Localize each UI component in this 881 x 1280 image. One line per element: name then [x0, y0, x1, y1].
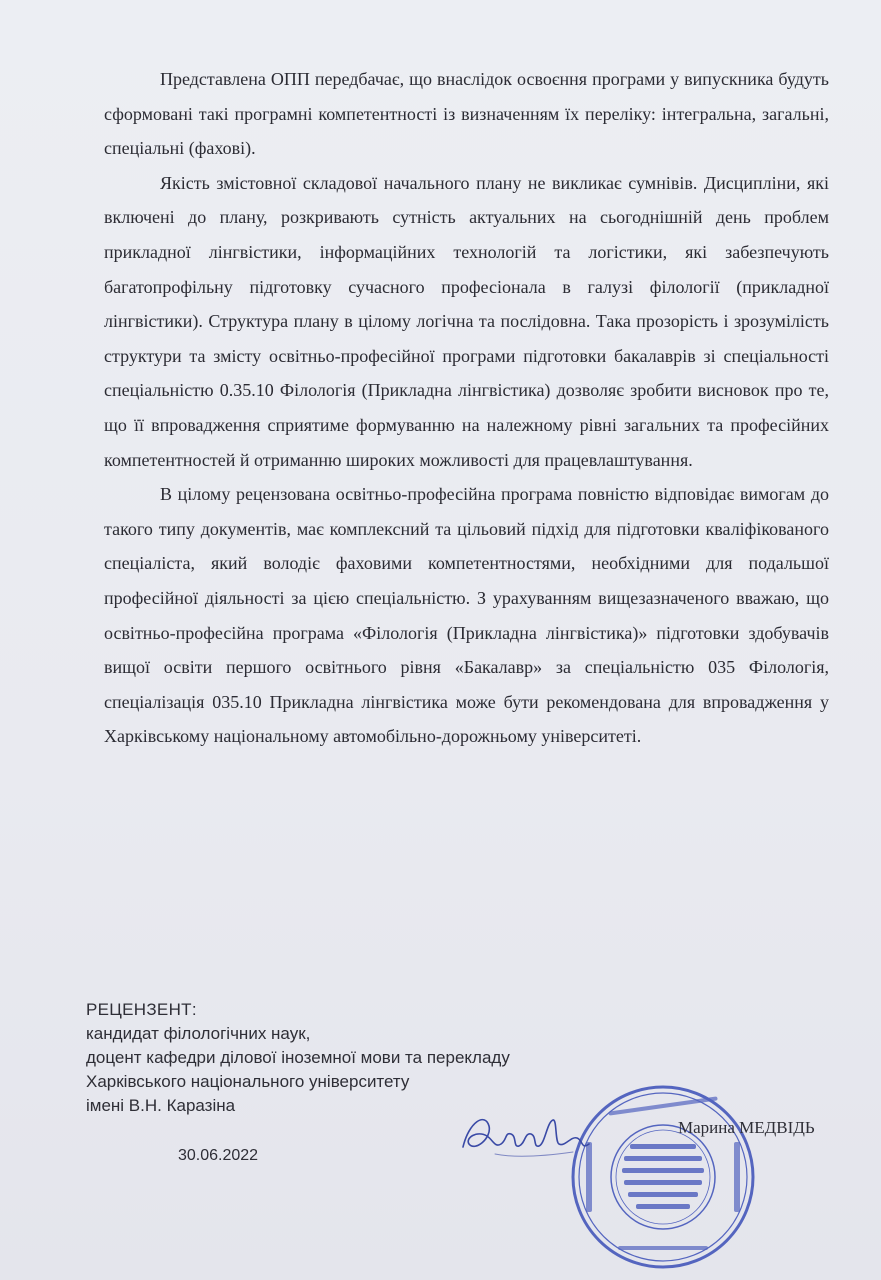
reviewer-position: доцент кафедри ділової іноземної мови та перекладу	[86, 1048, 510, 1067]
official-stamp	[568, 1082, 758, 1272]
document-body	[104, 62, 829, 754]
signature-date: 30.06.2022	[178, 1147, 259, 1164]
reviewer-heading: РЕЦЕНЗЕНТ:	[86, 1000, 197, 1019]
handwritten-signature	[455, 1092, 595, 1172]
reviewer-university: Харківського національного університету	[86, 1072, 410, 1091]
paragraph-1: Представлена ОПП передбачає, що внаслідок освоєння програми у випускника будуть сформовані такі програмні компетентності із визначенням їх переліку: інтегральна, загальні, спеціальні (фахові).	[104, 69, 829, 159]
reviewer-degree: кандидат філологічних наук,	[86, 1024, 311, 1043]
paragraph-3: В цілому рецензована освітньо-професійна програма повністю відповідає вимогам до такого типу документів, має комплексний та цільовий підхід для підготовки кваліфікованого спеціаліста, який володіє фаховими компетентностями, необхідними для подальшої професійної діяльності за цією спеціальністю. З урахуванням вищезазначеного вважаю, що освітньо-професійна програма «Філологія (Прикладна лінгвістика)» підготовки здобувачів вищої освіти першого освітнього рівня «Бакалавр» за спеціальністю 035 Філологія, спеціалізація 035.10 Прикладна лінгвістика може бути рекомендована для впровадження у Харківському національному автомобільно-дорожньому університеті.	[104, 484, 829, 747]
reviewer-name: Марина МЕДВІДЬ	[678, 1118, 815, 1137]
paragraph-2: Якість змістовної складової начального плану не викликає сумнівів. Дисципліни, які включені до плану, розкривають сутність актуальних на сьогоднішній день проблем прикладної лінгвістики, інформаційних технологій та логістики, які забезпечують багатопрофільну підготовку сучасного професіонала в галузі філології (прикладної лінгвістики). Структура плану в цілому логічна та послідовна. Така прозорість і зрозумілість структури та змісту освітньо-професійної програми підготовки бакалаврів зі спеціальності спеціальністю 0.35.10 Філологія (Прикладна лінгвістика) дозволяє зробити висновок про те, що її впровадження сприятиме формуванню на належному рівні загальних та професійних компетентностей й отриманню широких можливості для працевлаштування.	[104, 172, 829, 470]
reviewer-university-name: імені В.Н. Каразіна	[86, 1096, 236, 1115]
